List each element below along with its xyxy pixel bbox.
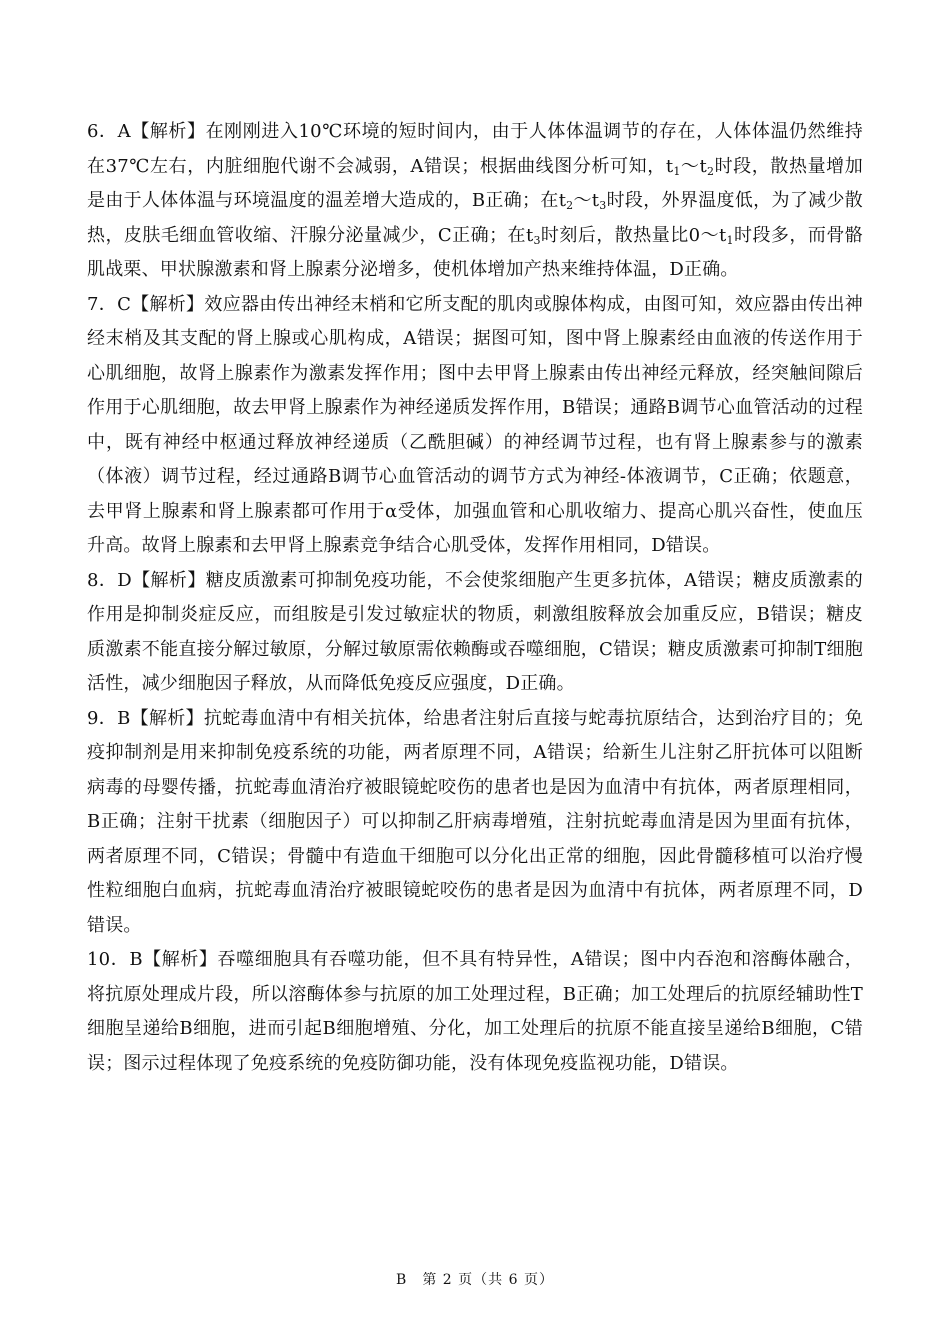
analysis-tag: 【解析】 [130, 707, 204, 729]
subscript: 3 [599, 199, 607, 212]
subscript: 2 [566, 199, 574, 212]
analysis-text: 时刻后，散热量比0～t [540, 224, 727, 246]
subscript: 2 [706, 164, 715, 178]
analysis-tag: 【解析】 [131, 569, 206, 591]
question-number: 9 [87, 707, 99, 729]
analysis-text: 时段，散热量增加是由于人体体温与环境温度的温差增大造成的，B正确；在t [87, 155, 863, 211]
answer-letter: D [117, 569, 132, 591]
question-number: 7 [87, 293, 99, 315]
question-number: 6 [87, 121, 99, 142]
subscript: 1 [726, 233, 734, 247]
answer-letter: B [117, 707, 131, 729]
analysis-text: 时段多，而骨骼肌战栗、甲状腺激素和肾上腺素分泌增多，使机体增加产热来维持体温，D正确。 [87, 224, 863, 280]
analysis-tag: 【解析】 [130, 121, 206, 142]
analysis-text: 时段，外界温度低，为了减少散热，皮肤毛细血管收缩、汗腺分泌量减少，C正确；在t [87, 190, 863, 246]
analysis-text: 抗蛇毒血清中有相关抗体，给患者注射后直接与蛇毒抗原结合，达到治疗目的；免疫抑制剂是用来抑制免疫系统的功能，两者原理不同，A错误；给新生儿注射乙肝抗体可以阻断病毒的母婴传播，抗蛇毒血清治疗被眼镜蛇咬伤的患者也是因为血清中有抗体，两者原理相同，B正确；注射干扰素（细胞因子）可以抑制乙肝病毒增殖，注射抗蛇毒血清是因为里面有抗体，两者原理不同，C错误；骨髓中有造血干细胞可以分化出正常的细胞，因此骨髓移植可以治疗慢性粒细胞白血病，抗蛇毒血清治疗被眼镜蛇咬伤的患者是因为血清中有抗体，两者原理不同，D错误。 [87, 707, 863, 936]
subscript: 3 [533, 233, 541, 247]
analysis-tag: 【解析】 [142, 949, 218, 970]
question-analysis-10: 10．B【解析】吞噬细胞具有吞噬功能，但不具有特异性，A错误；图中内吞泡和溶酶体融合，将抗原处理成片段，所以溶酶体参与抗原的加工处理过程，B正确；加工处理后的抗原经辅助性T细胞呈递给B细胞，进而引起B细胞增殖、分化，加工处理后的抗原不能直接呈递给B细胞，C错误；图示过程体现了免疫系统的免疫防御功能，没有体现免疫监视功能，D错误。 [87, 949, 863, 1074]
question-analysis-9: 9．B【解析】抗蛇毒血清中有相关抗体，给患者注射后直接与蛇毒抗原结合，达到治疗目的；免疫抑制剂是用来抑制免疫系统的功能，两者原理不同，A错误；给新生儿注射乙肝抗体可以阻断病毒的母婴传播，抗蛇毒血清治疗被眼镜蛇咬伤的患者也是因为血清中有抗体，两者原理相同，B正确；注射干扰素（细胞因子）可以抑制乙肝病毒增殖，注射抗蛇毒血清是因为里面有抗体，两者原理不同，C错误；骨髓中有造血干细胞可以分化出正常的细胞，因此骨髓移植可以治疗慢性粒细胞白血病，抗蛇毒血清治疗被眼镜蛇咬伤的患者是因为血清中有抗体，两者原理不同，D错误。 [87, 707, 863, 936]
analysis-text: 糖皮质激素可抑制免疫功能，不会使浆细胞产生更多抗体，A错误；糖皮质激素的作用是抑制炎症反应，而组胺是引发过敏症状的物质，刺激组胺释放会加重反应，B错误；糖皮质激素不能直接分解过敏原，分解过敏原需依赖酶或吞噬细胞，C错误；糖皮质激素可抑制T细胞活性，减少细胞因子释放，从而降低免疫反应强度，D正确。 [87, 569, 863, 694]
analysis-text: 效应器由传出神经末梢和它所支配的肌肉或腺体构成，由图可知，效应器由传出神经末梢及其支配的肾上腺或心肌构成，A错误；据图可知，图中肾上腺素经由血液的传送作用于心肌细胞，故肾上腺素作为激素发挥作用；图中去甲肾上腺素由传出神经元释放，经突触间隙后作用于心肌细胞，故去甲肾上腺素作为神经递质发挥作用，B错误；通路B调节心血管活动的过程中，既有神经中枢通过释放神经递质（乙酰胆碱）的神经调节过程，也有肾上腺素参与的激素（体液）调节过程，经过通路B调节心血管活动的调节方式为神经-体液调节，C正确；依题意，去甲肾上腺素和肾上腺素都可作用于α受体，加强血管和心肌收缩力、提高心肌兴奋性，使血压升高。故肾上腺素和去甲肾上腺素竞争结合心肌受体，发挥作用相同，D错误。 [87, 293, 863, 556]
question-number: 10 [87, 949, 111, 970]
analysis-text: 在刚刚进入10℃环境的短时间内，由于人体体温调节的存在，人体体温仍然维持在37℃左右，内脏细胞代谢不会减弱，A错误；根据曲线图分析可知，t [87, 121, 863, 177]
analysis-tag: 【解析】 [131, 293, 205, 315]
analysis-text: 吞噬细胞具有吞噬功能，但不具有特异性，A错误；图中内吞泡和溶酶体融合，将抗原处理成片段，所以溶酶体参与抗原的加工处理过程，B正确；加工处理后的抗原经辅助性T细胞呈递给B细胞，进而引起B细胞增殖、分化，加工处理后的抗原不能直接呈递给B细胞，C错误；图示过程体现了免疫系统的免疫防御功能，没有体现免疫监视功能，D错误。 [87, 949, 863, 1074]
question-analysis-7: 7．C【解析】效应器由传出神经末梢和它所支配的肌肉或腺体构成，由图可知，效应器由传出神经末梢及其支配的肾上腺或心肌构成，A错误；据图可知，图中肾上腺素经由血液的传送作用于心肌细胞，故肾上腺素作为激素发挥作用；图中去甲肾上腺素由传出神经元释放，经突触间隙后作用于心肌细胞，故去甲肾上腺素作为神经递质发挥作用，B错误；通路B调节心血管活动的过程中，既有神经中枢通过释放神经递质（乙酰胆碱）的神经调节过程，也有肾上腺素参与的激素（体液）调节过程，经过通路B调节心血管活动的调节方式为神经-体液调节，C正确；依题意，去甲肾上腺素和肾上腺素都可作用于α受体，加强血管和心肌收缩力、提高心肌兴奋性，使血压升高。故肾上腺素和去甲肾上腺素竞争结合心肌受体，发挥作用相同，D错误。 [87, 293, 863, 556]
question-number: 8 [87, 569, 99, 591]
analysis-text: ～t [680, 155, 707, 177]
answer-letter: C [117, 293, 132, 315]
question-analysis-8: 8．D【解析】糖皮质激素可抑制免疫功能，不会使浆细胞产生更多抗体，A错误；糖皮质激素的作用是抑制炎症反应，而组胺是引发过敏症状的物质，刺激组胺释放会加重反应，B错误；糖皮质激素不能直接分解过敏原，分解过敏原需依赖酶或吞噬细胞，C错误；糖皮质激素可抑制T细胞活性，减少细胞因子释放，从而降低免疫反应强度，D正确。 [87, 569, 863, 694]
page-footer: B 第 2 页（共 6 页） [396, 1272, 554, 1288]
subscript: 1 [673, 164, 681, 178]
answer-letter: A [117, 121, 131, 142]
analysis-text: ～t [573, 190, 600, 211]
answer-letter: B [129, 949, 143, 970]
question-analysis-6: 6．A【解析】在刚刚进入10℃环境的短时间内，由于人体体温调节的存在，人体体温仍然维持在37℃左右，内脏细胞代谢不会减弱，A错误；根据曲线图分析可知，$t_1\sim t_2$时段，散热量增加是由于人体体温与环境温度的温差增大造成的，B正确；在$t_2\sim t_3$时段，外界温度低，为了减少散热，皮肤毛细血管收缩、汗腺分泌量减少，C正确；在$t_3$时刻后，散热量比$0\sim t_1$时段多，而骨骼肌战栗、甲状腺激素和肾上腺素分泌增多，使机体增加产热来维持体温，D正确。 [87, 121, 863, 280]
answer-analysis-list [87, 115, 863, 1081]
